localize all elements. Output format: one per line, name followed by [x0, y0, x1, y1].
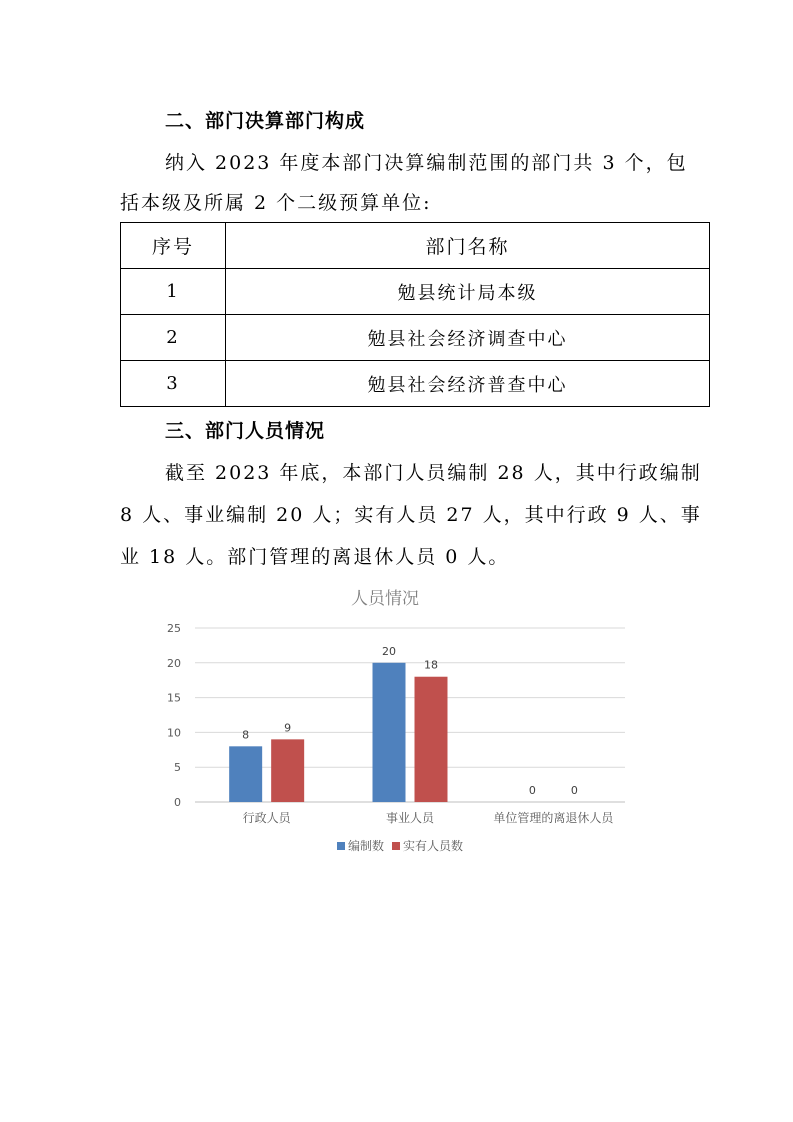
- bar: [373, 663, 406, 802]
- y-tick-label: 25: [167, 622, 181, 635]
- data-label: 8: [242, 728, 250, 742]
- section-3-paragraph-line-3: 业 18 人。部门管理的离退休人员 0 人。: [120, 546, 510, 568]
- data-label: 20: [382, 644, 396, 658]
- table-header-row: [121, 223, 710, 269]
- data-label: 18: [424, 658, 438, 672]
- y-tick-label: 5: [174, 761, 181, 775]
- y-tick-label: 10: [167, 726, 181, 740]
- department-table: [120, 222, 710, 407]
- legend-swatch: [392, 842, 400, 850]
- row-index: 1: [121, 269, 226, 315]
- row-dept-name: 勉县社会经济调查中心: [226, 315, 710, 361]
- section-3-heading: 三、部门人员情况: [165, 420, 326, 442]
- legend-label: 编制数: [348, 839, 385, 853]
- bar: [415, 677, 448, 802]
- section-2-heading: 二、部门决算部门构成: [165, 110, 366, 132]
- row-dept-name: 勉县社会经济普查中心: [226, 361, 710, 407]
- x-tick-label: 事业人员: [385, 811, 435, 825]
- legend-swatch: [337, 842, 345, 850]
- table-row: [121, 269, 710, 315]
- legend-label: 实有人员数: [403, 839, 464, 853]
- table-row: [121, 361, 710, 407]
- column-header-index: 序号: [121, 223, 226, 269]
- staff-bar-chart: [160, 578, 640, 868]
- section-3-paragraph-line-2: 8 人、事业编制 20 人；实有人员 27 人，其中行政 9 人、事: [120, 504, 702, 526]
- row-dept-name: 勉县统计局本级: [226, 269, 710, 315]
- section-2-paragraph-line-2: 括本级及所属 2 个二级预算单位:: [120, 192, 432, 214]
- x-tick-label: 单位管理的离退休人员: [493, 811, 614, 825]
- data-label: 0: [528, 784, 536, 797]
- bar: [229, 746, 262, 802]
- y-tick-label: 15: [167, 691, 181, 705]
- data-label: 0: [570, 784, 578, 797]
- chart-title: 人员情况: [351, 589, 419, 609]
- row-index: 3: [121, 361, 226, 407]
- staff-chart: [160, 578, 640, 868]
- x-tick-label: 行政人员: [242, 811, 291, 825]
- row-index: 2: [121, 315, 226, 361]
- data-label: 9: [284, 721, 292, 735]
- section-2-paragraph-line-1: 纳入 2023 年度本部门决算编制范围的部门共 3 个，包: [165, 152, 688, 174]
- column-header-dept-name: 部门名称: [226, 223, 710, 269]
- y-tick-label: 20: [167, 656, 181, 670]
- bar: [271, 739, 304, 802]
- y-tick-label: 0: [174, 796, 181, 809]
- table-row: [121, 315, 710, 361]
- section-3-paragraph-line-1: 截至 2023 年底，本部门人员编制 28 人，其中行政编制: [165, 462, 702, 484]
